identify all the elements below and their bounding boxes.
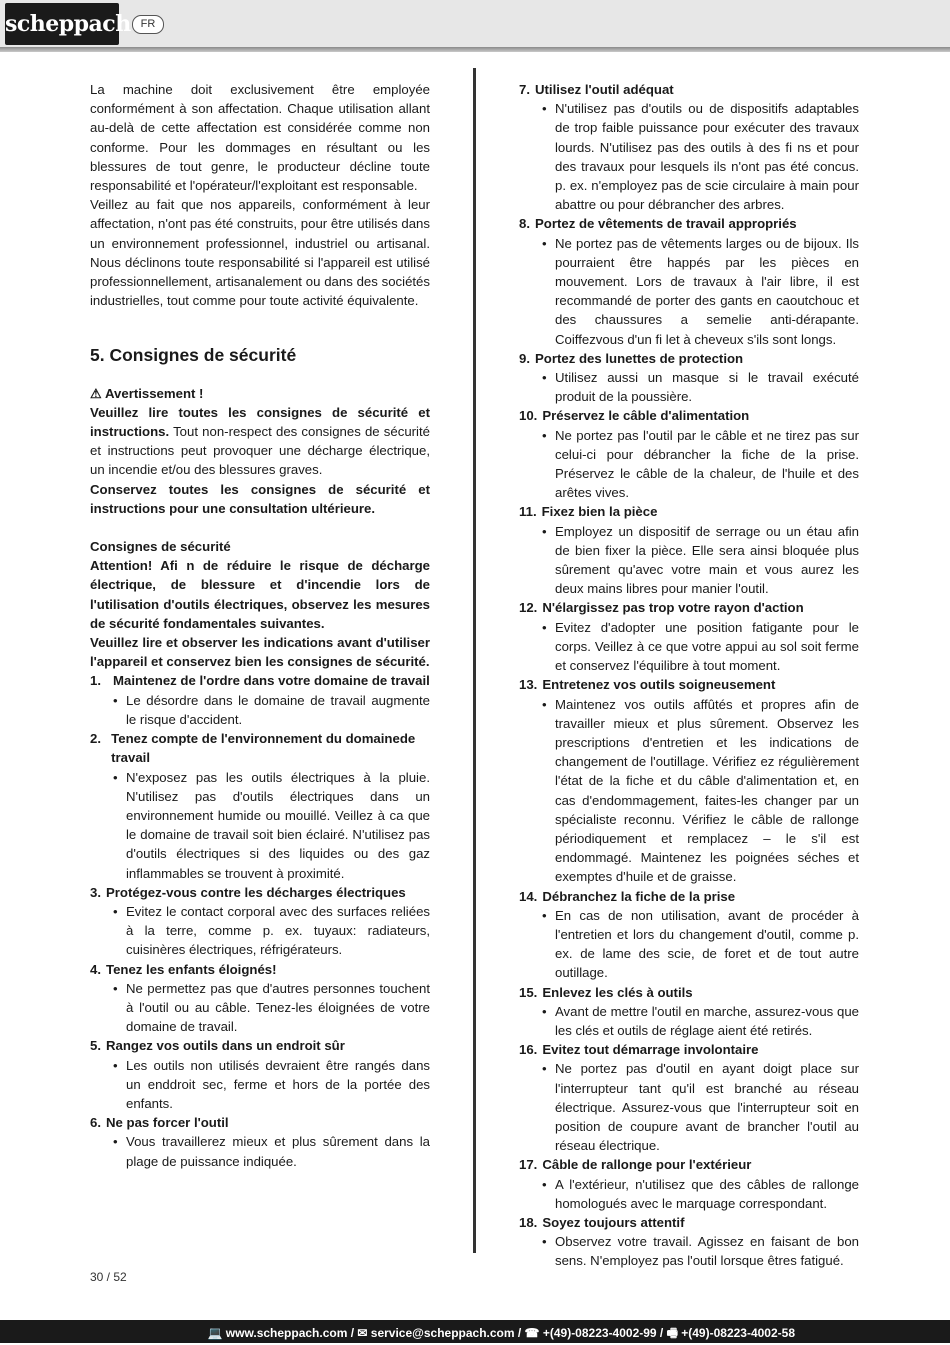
bullet-text: Ne portez pas de vêtements larges ou de bijoux. Ils pourraient être happés par les pièces en mouvement. Lors de travaux à l'air libre, il est recommandé de porter des gants en caoutchouc et des chaussures a semelie anti-dérapante. Coiffezvous d'un fi let à cheveux s'ils sont longs. xyxy=(555,235,859,347)
item-title: Câble de rallonge pour l'extérieur xyxy=(542,1157,752,1173)
brand-logo: scheppach xyxy=(5,3,119,45)
bullet-text: Ne portez pas d'outil en ayant doigt place sur l'interrupteur tant qu'il est branché au réseau électrique. Assurez-vous que l'interrupteur soit en position de coupure avant de brancher l'outil au réseau électrique. xyxy=(555,1061,859,1154)
safety-item-heading xyxy=(90,671,430,690)
item-number: 7. xyxy=(519,82,530,97)
bullet-icon: • xyxy=(113,980,118,996)
page-header xyxy=(0,0,950,50)
safety-item-heading xyxy=(90,1113,430,1132)
bullet-icon: • xyxy=(542,1003,547,1019)
item-title: Portez des lunettes de protection xyxy=(535,350,744,366)
bullet-text: Employez un dispositif de serrage ou un étau afin de bien fixer la pièce. Elle sera ainsi bloquée plus sûrement qu'avec votre main et vous aurez les deux mains libres pour manier l'outil. xyxy=(555,523,859,597)
footer-contact: 💻 www.scheppach.com / ✉ service@scheppach.com / ☎ +(49)-08223-4002-99 / 🖷 +(49)-08223-4002-58 xyxy=(207,1326,795,1340)
safety-item-heading xyxy=(90,883,430,902)
bullet-icon: • xyxy=(542,907,547,923)
item-title: Enlevez les clés à outils xyxy=(542,984,693,1000)
bullet-text: Le désordre dans le domaine de travail augmente le risque d'accident. xyxy=(126,692,430,727)
left-safety-list xyxy=(90,671,430,1170)
safety-item-heading xyxy=(519,983,859,1002)
bullet-text: Avant de mettre l'outil en marche, assurez-vous que les clés et outils de réglage aient été retirés. xyxy=(555,1003,859,1038)
item-number: 6. xyxy=(90,1115,101,1131)
bullet-item xyxy=(519,618,859,676)
item-title: Portez de vêtements de travail appropriés xyxy=(535,216,797,232)
item-title: Fixez bien la pièce xyxy=(541,504,658,520)
bullet-text: Evitez d'adopter une position fatigante pour le corps. Veillez à ce que votre appui au sol soit ferme et conservez l'équilibre à tout moment. xyxy=(555,619,859,674)
item-number: 1. xyxy=(90,673,101,689)
item-title: Entretenez vos outils soigneusement xyxy=(542,677,776,693)
intro-paragraph-2: Veillez au fait que nos appareils, conformément à leur affectation, n'ont pas été construits, pour être utilisés dans un environnement professionnel, industriel ou artisanal. Nous déclinons toute responsabilité si l'appareil est utilisé professionnellement, artisanalement ou dans des sociétés industrielles, tout comme pour toute activité équivalente. xyxy=(90,197,430,309)
section-title: 5. Consignes de sécurité xyxy=(90,345,297,366)
safety-item-heading xyxy=(519,1040,859,1059)
item-title: Préservez le câble d'alimentation xyxy=(542,408,750,424)
read-instructions xyxy=(90,403,430,480)
read-observe-text: Veuillez lire et observer les indications avant d'utiliser l'appareil et conservez bien les consignes de sécurité. xyxy=(90,635,430,670)
safety-item-heading xyxy=(519,349,859,368)
bullet-icon: • xyxy=(542,523,547,539)
bullet-item xyxy=(519,1002,859,1040)
item-title: Soyez toujours attentif xyxy=(542,1214,685,1230)
bullet-icon: • xyxy=(542,101,547,117)
bullet-icon: • xyxy=(542,1176,547,1192)
bullet-item xyxy=(519,695,859,887)
bullet-item xyxy=(519,234,859,349)
safety-item-heading xyxy=(90,960,430,979)
item-number: 17. xyxy=(519,1157,538,1173)
bullet-icon: • xyxy=(542,427,547,443)
warning-heading: ⚠ Avertissement ! xyxy=(90,385,204,401)
safety-item-heading xyxy=(90,1036,430,1055)
item-number: 13. xyxy=(519,677,538,693)
right-safety-list xyxy=(519,80,859,1271)
item-number: 10. xyxy=(519,408,538,424)
bullet-item xyxy=(519,906,859,983)
item-title: N'élargissez pas trop votre rayon d'action xyxy=(542,600,804,616)
item-title: Protégez-vous contre les décharges électriques xyxy=(106,884,406,900)
bullet-item xyxy=(90,768,430,883)
bullet-icon: • xyxy=(542,235,547,251)
bullet-icon: • xyxy=(113,692,118,708)
bullet-icon: • xyxy=(542,696,547,712)
item-title: Tenez compte de l'environnement du domainede travail xyxy=(111,731,416,766)
bullet-item xyxy=(519,99,859,214)
bullet-icon: • xyxy=(542,1234,547,1250)
bullet-text: Observez votre travail. Agissez en faisant de bon sens. N'employez pas l'outil lorsque êtres fatigué. xyxy=(555,1234,859,1269)
keep-instructions: Conservez toutes les consignes de sécurité et instructions pour une consultation ultérieure. xyxy=(90,481,430,516)
item-title: Ne pas forcer l'outil xyxy=(106,1115,229,1131)
bullet-item xyxy=(90,1132,430,1170)
item-number: 11. xyxy=(519,504,537,520)
item-number: 3. xyxy=(90,884,101,900)
bullet-item xyxy=(90,1056,430,1114)
bullet-text: Maintenez vos outils affûtés et propres afin de travailler mieux et plus sûrement. Observez les prescriptions d'entretien et les indications de changement de l'outillage. Vérifiez ez régulièrement l'état de la fiche et du câble d'alimentation et, en cas d'endommagement, faites-les changer par un spécialiste reconnu. Vérifiez le câble de rallonge périodiquement et remplacez – le s'il est endommagé. Maintenez les poignées séches et exemptes d'huile et de graisse. xyxy=(555,696,859,885)
item-title: Maintenez de l'ordre dans votre domaine de travail xyxy=(113,673,430,689)
bullet-text: Utilisez aussi un masque si le travail exécuté produit de la poussière. xyxy=(555,370,859,405)
safety-item-heading xyxy=(519,675,859,694)
page-number: 30 / 52 xyxy=(90,1270,127,1284)
item-title: Rangez vos outils dans un endroit sûr xyxy=(106,1038,345,1054)
header-divider xyxy=(0,47,950,52)
subsection-title: Consignes de sécurité xyxy=(90,539,231,555)
bullet-icon: • xyxy=(113,903,118,919)
safety-item-heading xyxy=(519,1213,859,1232)
item-number: 5. xyxy=(90,1038,101,1054)
bullet-item xyxy=(519,1232,859,1270)
item-number: 4. xyxy=(90,961,101,977)
bullet-text: N'utilisez pas d'outils ou de dispositifs adaptables de trop faible puissance pour exécuter des travaux lourds. N'utilisez pas des outils à des fi ns et pour des travaux pour lesquels ils n'ont pas été concus. p. ex. n'employez pas de scie circulaire à main pour abattre ou pour débrancher des arbres. xyxy=(555,101,859,213)
bullet-item xyxy=(519,522,859,599)
bullet-item xyxy=(90,902,430,960)
item-title: Débranchez la fiche de la prise xyxy=(542,888,736,904)
safety-item-heading xyxy=(519,598,859,617)
read-rest: Tout non-respect des consignes de sécurité et instructions peut provoquer une décharge électrique, un incendie et/ou des blessures graves. xyxy=(90,424,430,478)
attention-text: Attention! Afi n de réduire le risque de décharge électrique, de blessure et d'incendie lors de l'utilisation d'outils électriques, observez les mesures de sécurité fondamentales suivantes. xyxy=(90,558,430,631)
bullet-text: Ne permettez pas que d'autres personnes touchent à l'outil ou au câble. Tenez-les éloignées de votre domaine de travail. xyxy=(126,980,430,1035)
read-bold: Veuillez lire toutes les consignes de sécurité et instructions. xyxy=(90,404,430,440)
item-number: 12. xyxy=(519,600,538,616)
safety-item-heading xyxy=(519,80,859,99)
bullet-icon: • xyxy=(542,1061,547,1077)
item-number: 8. xyxy=(519,216,530,232)
bullet-icon: • xyxy=(113,1134,118,1150)
bullet-text: Ne portez pas l'outil par le câble et ne tirez pas sur celui-ci pour débrancher la fiche de la prise. Préservez le câble de la chaleur, de l'huile et des arêtes vives. xyxy=(555,427,859,501)
bullet-text: En cas de non utilisation, avant de procéder à l'entretien et lors du changement d'outil, comme p. ex. de lame des scie, de foret et de tout autre outillage. xyxy=(555,907,859,981)
bullet-icon: • xyxy=(542,619,547,635)
safety-item-heading xyxy=(519,1155,859,1174)
bullet-icon: • xyxy=(113,1057,118,1073)
item-number: 18. xyxy=(519,1214,538,1230)
column-divider xyxy=(473,68,476,1253)
page-footer xyxy=(0,1320,950,1343)
language-badge: FR xyxy=(132,15,164,34)
bullet-text: A l'extérieur, n'utilisez que des câbles de rallonge homologués avec le marquage correspondant. xyxy=(555,1176,859,1211)
item-number: 15. xyxy=(519,984,538,1000)
bullet-item xyxy=(519,426,859,503)
bullet-icon: • xyxy=(113,769,118,785)
bullet-item xyxy=(519,1175,859,1213)
item-number: 9. xyxy=(519,350,530,366)
bullet-text: Vous travaillerez mieux et plus sûrement dans la plage de puissance indiquée. xyxy=(126,1134,430,1169)
bullet-text: Les outils non utilisés devraient être rangés dans un enddroit sec, ferme et hors de la portée des enfants. xyxy=(126,1057,430,1111)
item-title: Utilisez l'outil adéquat xyxy=(535,82,674,97)
safety-item-heading xyxy=(519,502,859,521)
bullet-item xyxy=(519,368,859,406)
bullet-text: Evitez le contact corporal avec des surfaces reliées à la terre, comme p. ex. tuyaux: radiateurs, cuisinères électriques, réfrigérateurs. xyxy=(126,903,430,958)
item-number: 16. xyxy=(519,1042,538,1058)
safety-item-heading xyxy=(519,406,859,425)
safety-item-heading xyxy=(519,887,859,906)
item-title: Tenez les enfants éloignés! xyxy=(106,961,277,977)
right-column xyxy=(519,80,859,1271)
safety-item-heading xyxy=(90,729,430,767)
bullet-item xyxy=(90,979,430,1037)
bullet-icon: • xyxy=(542,370,547,386)
left-column xyxy=(90,80,430,1171)
bullet-text: N'exposez pas les outils électriques à la pluie. N'utilisez pas d'outils électriques dans un environnement humide ou mouillé. Veillez à ca que le domaine de travail soit bien éclairé. N'utilisez pas d'outils électriques si des liquides ou des gaz inflammables se trouvent à proximité. xyxy=(126,769,430,881)
safety-item-heading xyxy=(519,214,859,233)
intro-paragraph-1: La machine doit exclusivement être employée conformément à son affectation. Chaque utilisation allant au-delà de cette affectation est considérée comme non conforme. Pour les dommages en résultant ou les blessures de tout genre, le producteur décline toute responsabilité et l'opérateur/l'exploitant est responsable. xyxy=(90,82,430,194)
bullet-item xyxy=(90,691,430,729)
item-title: Evitez tout démarrage involontaire xyxy=(542,1042,759,1058)
item-number: 14. xyxy=(519,888,538,904)
item-number: 2. xyxy=(90,731,101,747)
bullet-item xyxy=(519,1059,859,1155)
